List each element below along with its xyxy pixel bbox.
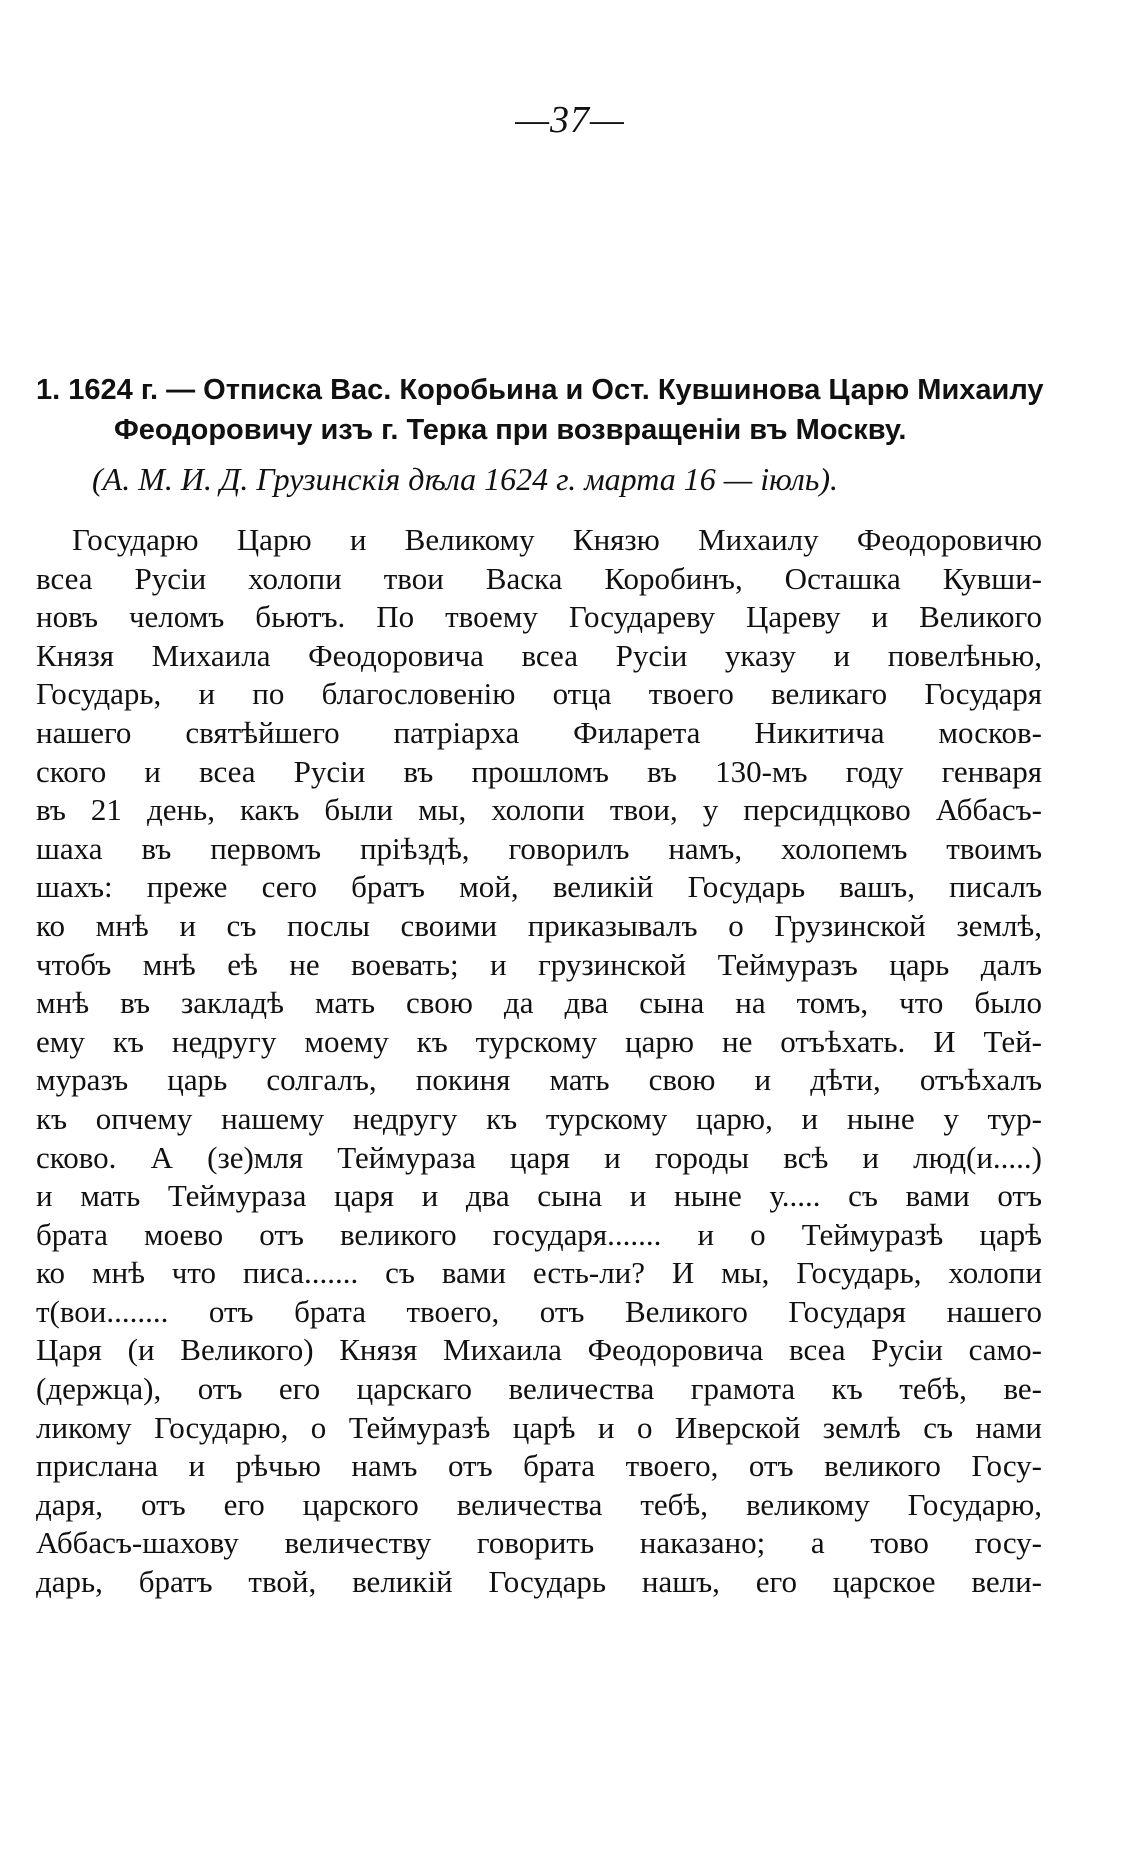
body-line: въ 21 день, какъ были мы, холопи твои, у персидцково Аббасъ- [36, 792, 1042, 828]
body-line: ликому Государю, о Теймуразѣ царѣ и о Иверской землѣ съ нами [36, 1409, 1042, 1445]
body-line: нашего святѣйшего патріарха Филарета Никитича москов- [36, 714, 1042, 750]
body-text [36, 521, 1042, 1602]
heading-line-2: Феодоровичу изъ г. Терка при возвращеніи въ Москву. [114, 414, 907, 446]
body-line: новъ челомъ бьютъ. По твоему Государеву Цареву и Великого [36, 599, 1042, 635]
body-line: всеа Русіи холопи твои Васка Коробинъ, Осташка Кувши- [36, 560, 1042, 596]
page-number: —37— [515, 99, 625, 141]
body-line: и мать Теймураза царя и два сына и ныне у..... съ вами отъ [36, 1178, 1042, 1214]
source-citation: (А. М. И. Д. Грузинскія дѣла 1624 г. марта 16 — іюль). [92, 461, 839, 497]
body-line: (держца), отъ его царскаго величества грамота къ тебѣ, ве- [36, 1371, 1042, 1407]
body-line: т(вои........ отъ брата твоего, отъ Великого Государя нашего [36, 1293, 1042, 1329]
body-line: мнѣ въ закладѣ мать свою да два сына на томъ, что было [36, 985, 1042, 1021]
heading-line-1: 1. 1624 г. — Отписка Вас. Коробьина и Ост. Кувшинова Царю Михаилу [36, 374, 1044, 406]
body-line: даря, отъ его царского величества тебѣ, великому Государю, [36, 1486, 1042, 1522]
body-line: муразъ царь солгалъ, покиня мать свою и дѣти, отъѣхалъ [36, 1062, 1042, 1098]
body-line: брата моево отъ великого государя....... и о Теймуразѣ царѣ [36, 1216, 1042, 1252]
body-line: Государь, и по благословенію отца твоего великаго Государя [36, 676, 1042, 712]
body-line: чтобъ мнѣ еѣ не воевать; и грузинской Теймуразъ царь далъ [36, 946, 1042, 982]
body-line: шахъ: преже сего братъ мой, великій Государь вашъ, писалъ [36, 869, 1042, 905]
body-line: шаха въ первомъ пріѣздѣ, говорилъ намъ, холопемъ твоимъ [36, 830, 1042, 866]
body-line: ского и всеа Русіи въ прошломъ въ 130-мъ году генваря [36, 753, 1042, 789]
body-line: Князя Михаила Феодоровича всеа Русіи указу и повелѣнью, [36, 637, 1042, 673]
body-line: дарь, братъ твой, великій Государь нашъ, его царское вели- [36, 1564, 1042, 1600]
body-line: Аббасъ-шахову величеству говорить наказано; а тово госу- [36, 1525, 1042, 1561]
document-heading [36, 370, 1042, 450]
body-line: Царя (и Великого) Князя Михаила Феодоровича всеа Русіи само- [36, 1332, 1042, 1368]
body-line: прислана и рѣчью намъ отъ брата твоего, отъ великого Госу- [36, 1448, 1042, 1484]
body-line: Государю Царю и Великому Князю Михаилу Феодоровичю [72, 522, 1042, 557]
body-line: къ опчему нашему недругу къ турскому царю, и ныне у тур- [36, 1100, 1042, 1136]
body-line: ко мнѣ и съ послы своими приказывалъ о Грузинской землѣ, [36, 907, 1042, 943]
body-line: ему къ недругу моему къ турскому царю не отъѣхать. И Тей- [36, 1023, 1042, 1059]
body-line: сково. А (зе)мля Теймураза царя и городы всѣ и люд(и.....) [36, 1139, 1042, 1175]
body-line: ко мнѣ что писа....... съ вами есть-ли? И мы, Государь, холопи [36, 1255, 1042, 1291]
